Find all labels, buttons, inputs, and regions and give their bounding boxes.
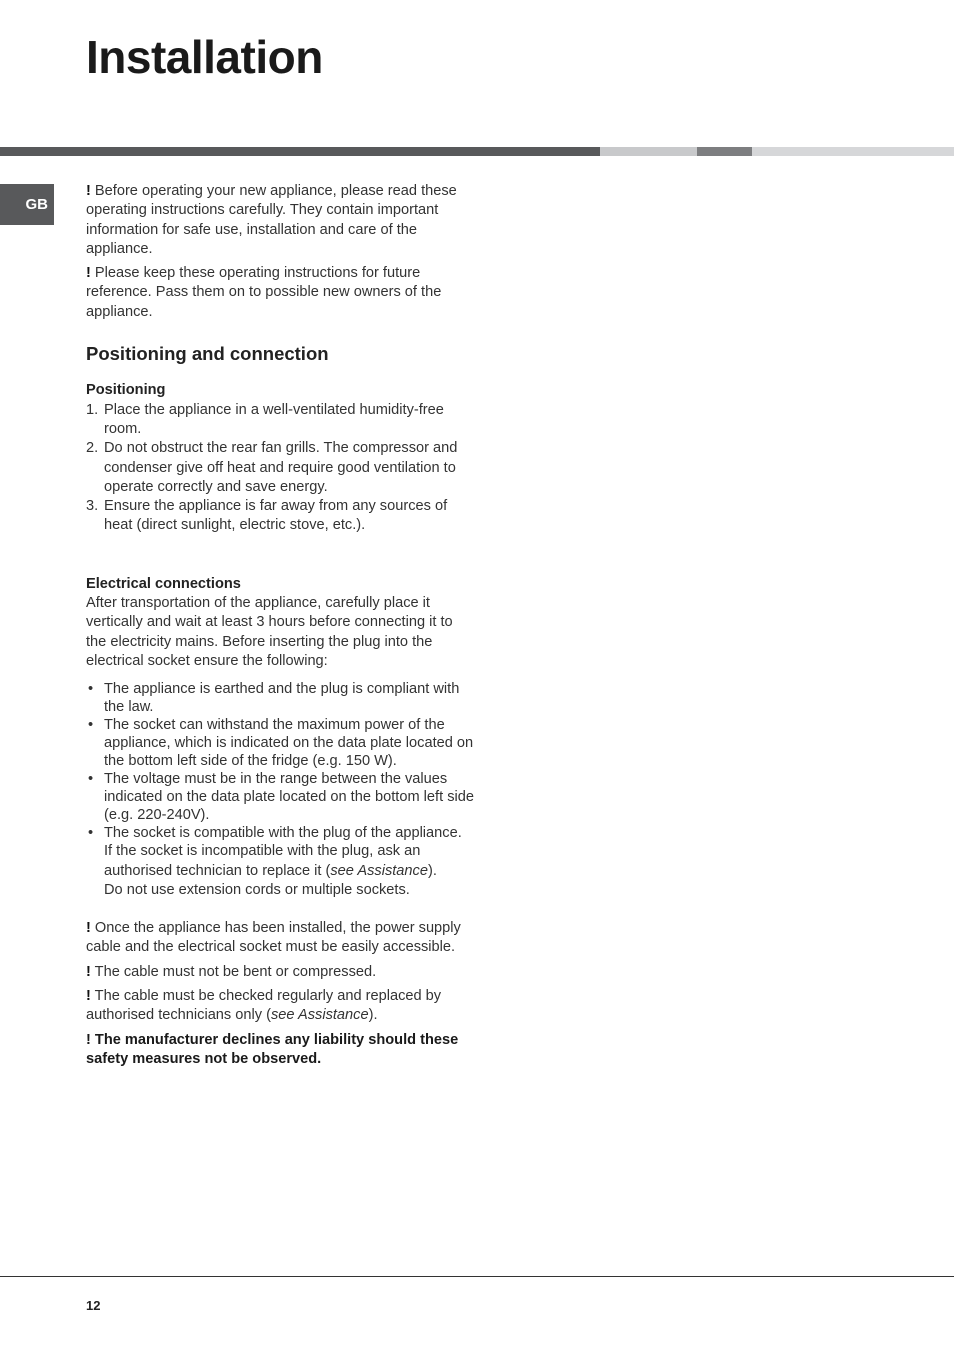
list-item xyxy=(86,716,474,770)
bullet: • xyxy=(88,681,94,698)
warning-paragraph: ! The cable must be checked regularly and replaced by authorised technicians only (see Assistance). xyxy=(86,988,442,1024)
list-item xyxy=(86,824,474,900)
exclamation-mark: ! xyxy=(86,988,91,1005)
list-item-text: Place the appliance in a well-ventilated humidity-free room. xyxy=(104,401,444,437)
list-item-text: The socket is compatible with the plug of the appliance. xyxy=(104,825,462,842)
bullet: • xyxy=(88,825,94,842)
page-title: Installation xyxy=(86,31,323,83)
list-item xyxy=(86,770,474,824)
language-tab: GB xyxy=(0,184,54,225)
list-number: 2. xyxy=(86,440,99,457)
exclamation-mark: ! xyxy=(86,265,91,282)
bullet: • xyxy=(88,771,94,788)
intro-text: Please keep these operating instructions for future reference. Pass them on to possible new owners of the appliance. xyxy=(86,265,442,320)
list-item xyxy=(86,680,474,716)
exclamation-mark: ! xyxy=(86,920,91,937)
list-item xyxy=(86,497,474,536)
intro-paragraph xyxy=(86,264,474,322)
list-number: 1. xyxy=(86,401,99,418)
electrical-heading: Electrical connections xyxy=(86,575,241,592)
color-bar-segment-light xyxy=(600,147,697,156)
color-bar-segment-light-end xyxy=(752,147,954,156)
exclamation-mark: ! xyxy=(86,963,91,980)
positioning-list xyxy=(86,401,474,536)
footer-rule xyxy=(0,1276,954,1277)
main-content xyxy=(86,182,474,1074)
color-bar-segment-dark xyxy=(0,147,600,156)
electrical-checklist xyxy=(86,680,474,900)
list-item xyxy=(86,439,474,497)
list-item-text: The appliance is earthed and the plug is compliant with the law. xyxy=(104,681,460,716)
page-number: 12 xyxy=(86,1298,101,1313)
list-item xyxy=(86,401,474,440)
list-item-text: Do not obstruct the rear fan grills. The compressor and condenser give off heat and require good ventilation to operate correctly and save energy. xyxy=(104,440,458,495)
assistance-reference: see Assistance xyxy=(330,862,428,879)
header-color-bar xyxy=(0,147,954,156)
positioning-heading: Positioning xyxy=(86,382,166,399)
warning-paragraph: ! The cable must not be bent or compressed. xyxy=(86,963,377,980)
list-item-text: Ensure the appliance is far away from any sources of heat (direct sunlight, electric stove, etc.). xyxy=(104,498,448,534)
warning-paragraph: ! Once the appliance has been installed, the power supply cable and the electrical socket must be easily accessible. xyxy=(86,920,461,956)
list-item-text: The socket can withstand the maximum power of the appliance, which is indicated on the data plate located on the bottom left side of the fridge (e.g. 150 W). xyxy=(104,717,474,770)
exclamation-mark: ! xyxy=(86,183,91,199)
electrical-intro: After transportation of the appliance, carefully place it vertically and wait at least 3 hours before connecting it to the electricity mains. Before inserting the plug into the electrical socket ensure the following: xyxy=(86,595,453,669)
intro-text: Before operating your new appliance, please read these operating instructions carefully. They contain important information for safe use, installation and care of the appliance. xyxy=(86,183,457,257)
intro-paragraph xyxy=(86,182,474,259)
assistance-reference: see Assistance xyxy=(270,1007,369,1024)
liability-warning: ! The manufacturer declines any liability should these safety measures not be observed. xyxy=(86,1031,459,1067)
list-number: 3. xyxy=(86,498,99,515)
warnings xyxy=(86,919,474,1069)
color-bar-segment-mid xyxy=(697,147,752,156)
list-item-note: If the socket is incompatible with the plug, ask an authorised technician to replace it (see Assistance). Do not use extension cords or multiple sockets. xyxy=(104,843,437,898)
list-item-text: The voltage must be in the range between the values indicated on the data plate located on the bottom left side (e.g. 220-240V). xyxy=(104,771,474,824)
section-title: Positioning and connection xyxy=(86,343,329,365)
bullet: • xyxy=(88,717,94,734)
